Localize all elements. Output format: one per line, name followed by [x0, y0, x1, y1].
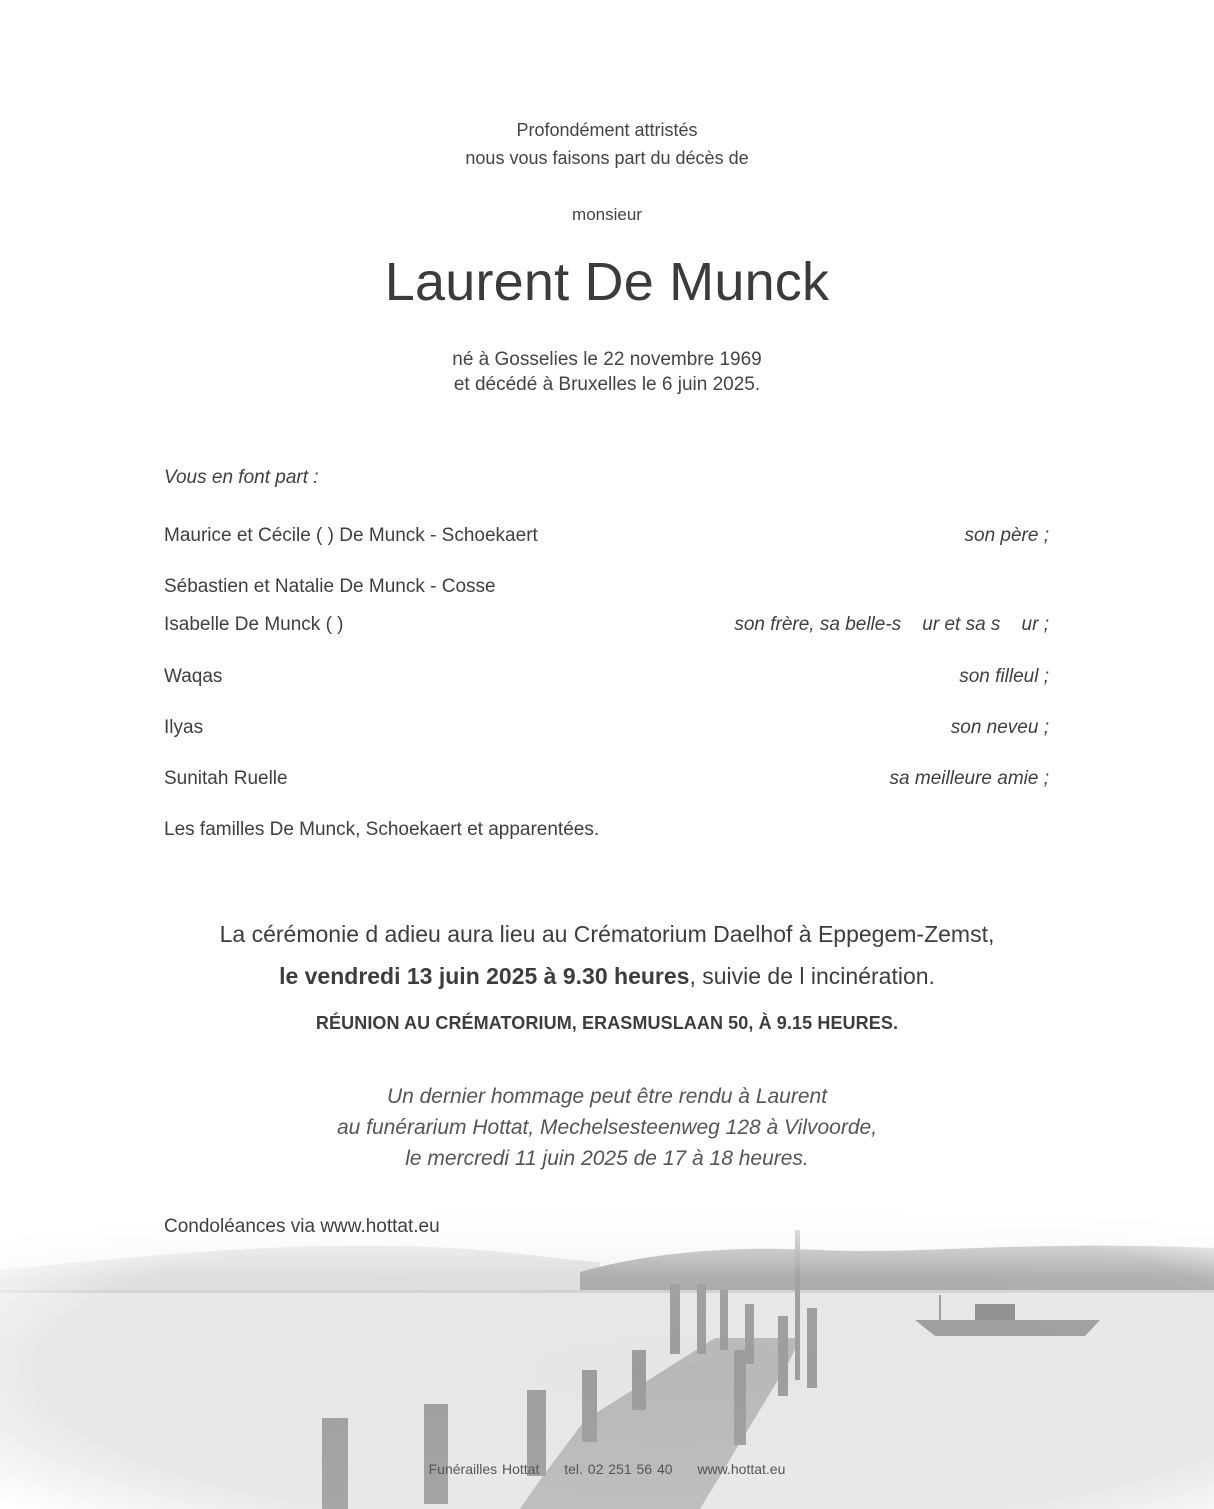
intro-text — [0, 116, 1214, 172]
life-dates — [0, 347, 1214, 397]
ceremony-line-1: La cérémonie d adieu aura lieu au Crématorium Daelhof à Eppegem-Zemst, — [219, 921, 995, 947]
hommage-line-3: le mercredi 11 juin 2025 de 17 à 18 heures. — [405, 1147, 809, 1170]
family-relation-4: son filleul ; — [959, 666, 1049, 687]
birth-line: né à Gosselies le 22 novembre 1969 — [452, 349, 762, 370]
family-name-4: Waqas — [164, 666, 223, 687]
family-name-3: Isabelle De Munck ( ) — [164, 614, 344, 635]
family-name-6: Sunitah Ruelle — [164, 768, 288, 789]
condolences-line: Condoléances via www.hottat.eu — [164, 1216, 440, 1237]
title-prefix: monsieur — [572, 205, 642, 224]
footer-company: Funérailles Hottat — [428, 1461, 540, 1477]
ceremony-date: le vendredi 13 juin 2025 à 9.30 heures — [279, 963, 690, 989]
family-name-1: Maurice et Cécile ( ) De Munck - Schoekaert — [164, 525, 538, 546]
hommage-line-1: Un dernier hommage peut être rendu à Laurent — [386, 1085, 828, 1108]
reunion-text: RÉUNION AU CRÉMATORIUM, ERASMUSLAAN 50, À 9.15 HEURES. — [315, 1013, 899, 1033]
family-name-5: Ilyas — [164, 717, 204, 738]
footer-website: www.hottat.eu — [697, 1461, 786, 1477]
intro-line-2: nous vous faisons part du décès de — [465, 148, 749, 168]
ceremony-text — [0, 913, 1214, 997]
footer-phone: tel. 02 251 56 40 — [564, 1461, 673, 1477]
death-line: et décédé à Bruxelles le 6 juin 2025. — [453, 374, 761, 395]
family-relation-3: son frère, sa belle-s ur et sa s ur ; — [734, 614, 1049, 635]
ceremony-line-2-rest: , suivie de l incinération. — [689, 963, 935, 989]
family-relation-5: son neveu ; — [950, 717, 1049, 738]
family-relation-1: son père ; — [964, 525, 1049, 546]
ceremony-line-2 — [0, 955, 1214, 997]
intro-line-1: Profondément attristés — [516, 120, 698, 140]
deceased-name: Laurent De Munck — [384, 252, 830, 312]
hommage-line-2: au funérarium Hottat, Mechelsesteenweg 128 à Vilvoorde, — [336, 1116, 878, 1139]
footer — [0, 1461, 1214, 1477]
hommage-text — [0, 1081, 1214, 1174]
families-line: Les familles De Munck, Schoekaert et apparentées. — [164, 819, 600, 840]
family-relation-6: sa meilleure amie ; — [889, 768, 1049, 789]
family-name-2: Sébastien et Natalie De Munck - Cosse — [164, 576, 496, 597]
family-heading: Vous en font part : — [164, 467, 319, 488]
